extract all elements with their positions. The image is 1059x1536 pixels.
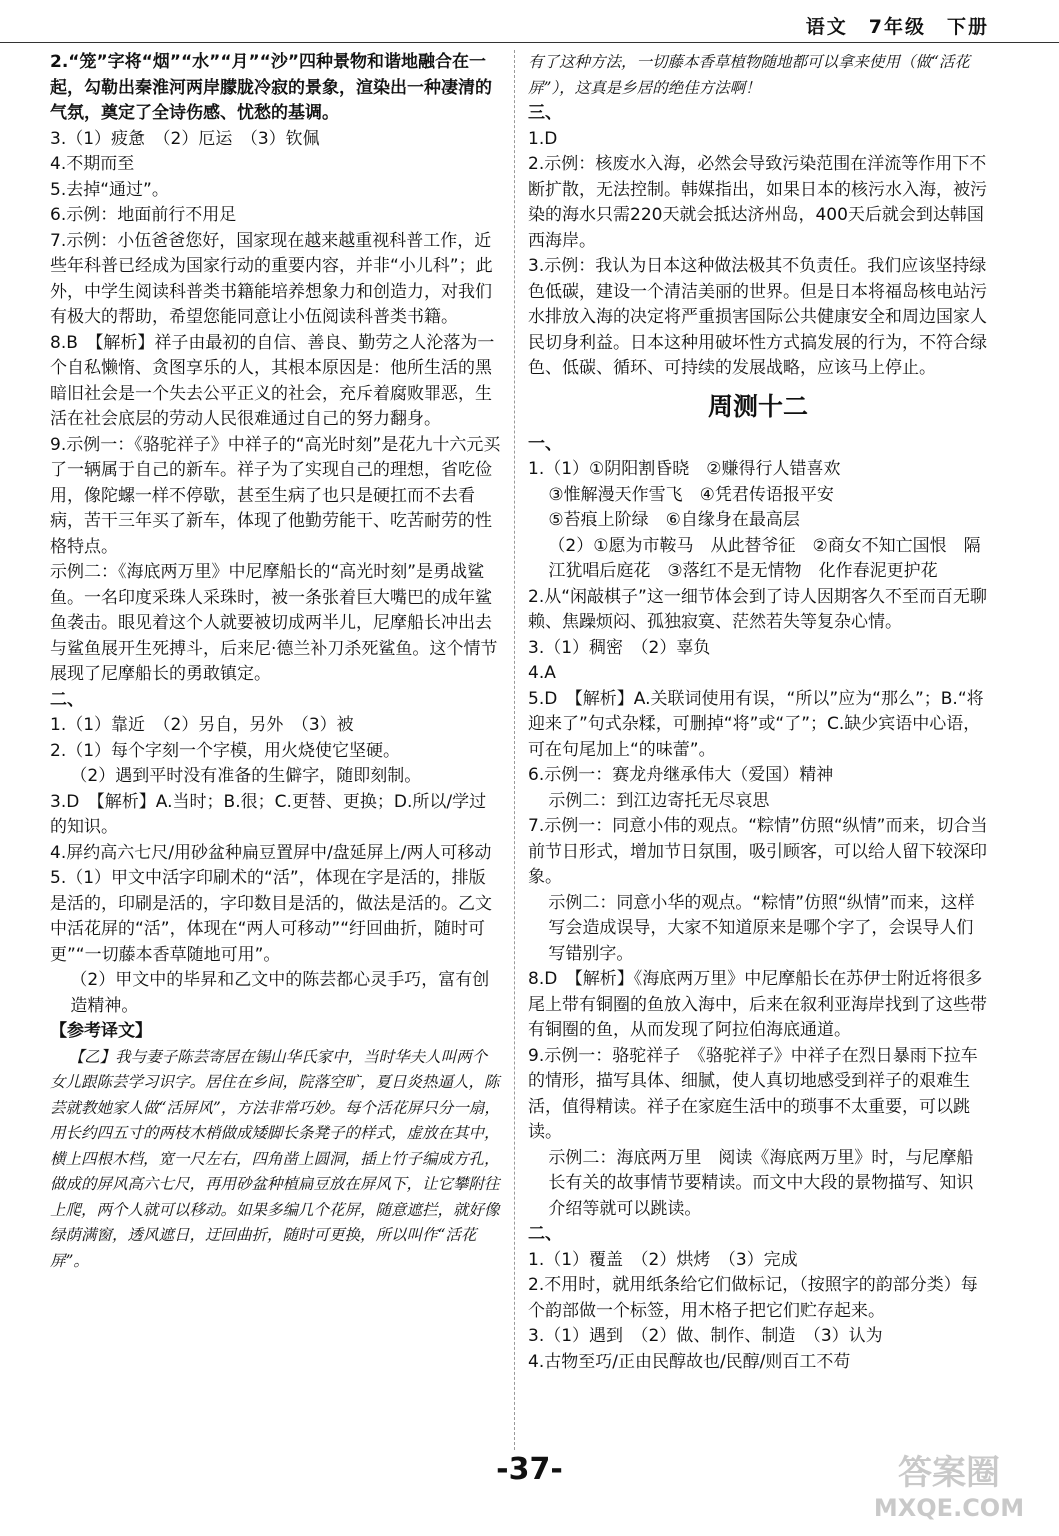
answer-l-14: 4.屏约高六七尺/用砂盆种扁豆置屏中/盘延屏上/两人可移动 <box>50 842 492 863</box>
left-column <box>50 50 502 1274</box>
answer-r-4: 3.示例：我认为日本这种做法极其不负责任。我们应该坚持绿色低碳，建设一个清洁美丽的世界。但是日本将福岛核电站污水排放入海的决定将严重损害国际公共健康安全和周边国家人民切身利益。日本这种用破坏性方式搞发展的行为，不符合绿色、低碳、循环、可持续的发展战略，应该马上停止。 <box>528 256 987 378</box>
answer-l-6: 8.B 【解析】祥子由最初的自信、善良、勤劳之人沦落为一个自私懒惰、贪图享乐的人，其根本原因是：他所生活的黑暗旧社会是一个失去公平正义的社会，充斥着腐败罪恶，生活在社会底层的劳动人民很难通过自己的努力翻身。 <box>50 332 495 429</box>
answer-r-14: 5.D 【解析】A.关联词使用有误，“所以”应为“那么”；B.“将迎来了”句式杂糅，可删掉“将”或“了”；C.缺少宾语中心语，可在句尾加上“的味蕾”。 <box>528 688 984 760</box>
answer-r-21: 示例二：海底两万里 阅读《海底两万里》时，与尼摩船长有关的故事情节要精读。而文中大段的景物描写、知识介绍等就可以跳读。 <box>548 1147 974 1219</box>
answer-r-23: 1.（1）覆盖 （2）烘烤 （3）完成 <box>528 1249 798 1270</box>
answer-r-3: 2.示例：核废水入海，必然会导致污染范围在洋流等作用下不断扩散，无法控制。韩媒指出，如果日本的核污水入海，被污染的海水只需220天就会抵达济州岛，400天后就会到达韩国西海岸。 <box>528 154 987 251</box>
watermark-logo <box>859 1446 1039 1524</box>
translation-continued: 有了这种方法，一切藤本香草植物随地都可以拿来使用（做“活花屏”），这真是乡居的绝佳方法啊！ <box>528 53 970 97</box>
answer-r-12: 3.（1）稠密 （2）辜负 <box>528 637 711 658</box>
section-heading: 一、 <box>528 433 562 454</box>
section-heading: 二、 <box>528 1224 562 1244</box>
answer-l-4: 6.示例：地面前行不用足 <box>50 205 237 225</box>
reference-translation-title: 【参考译文】 <box>50 1021 152 1041</box>
answer-r-13: 4.A <box>528 663 556 683</box>
column-divider <box>514 50 515 1450</box>
answer-l-10: 1.（1）靠近 （2）另自，另外 （3）被 <box>50 715 354 735</box>
answer-r-20: 9.示例一：骆驼祥子 《骆驼祥子》中祥子在烈日暴雨下拉车的情形，描写具体、细腻，使人真切地感受到祥子的艰难生活，值得精读。祥子在家庭生活中的琐事不太重要，可以跳读。 <box>528 1045 978 1142</box>
answer-l-7: 9.示例一：《骆驼祥子》中祥子的“高光时刻”是花九十六元买了一辆属于自己的新车。祥子为了实现自己的理想，省吃俭用，像陀螺一样不停歇，甚至生病了也只是硬扛而不去看病，苦干三年买了新车，体现了他勤劳能干、吃苦耐劳的性格特点。 <box>50 434 501 557</box>
section-heading: 三、 <box>528 103 562 123</box>
answer-l-12: （2）遇到平时没有准备的生僻字，随即刻制。 <box>70 766 422 786</box>
answer-l-2: 4.不期而至 <box>50 154 135 174</box>
answer-l-0: 2.“笼”字将“烟”“水”“月”“沙”四种景物和谐地融合在一起，勾勒出秦淮河两岸朦胧冷寂的景象，渲染出一种凄清的气氛，奠定了全诗伤感、忧愁的基调。 <box>50 52 492 123</box>
svg-text:MXQE.COM: MXQE.COM <box>873 1494 1025 1522</box>
reference-translation: 【乙】我与妻子陈芸寄居在锡山华氏家中，当时华夫人叫两个女儿跟陈芸学习识字。居住在乡间，院落空旷，夏日炎热逼人，陈芸就教她家人做“活屏风”，方法非常巧妙。每个活花屏只分一扇，用长约四五寸的两枝木梢做成矮脚长条凳子的样式，虚放在其中，横上四根木档，宽一尺左右，四角凿上圆洞，插上竹子编成方孔，做成的屏风高六七尺，再用砂盆种植扁豆放在屏风下，让它攀附往上爬，两个人就可以移动。如果多编几个花屏，随意遮拦，就好像绿荫满窗，透风遮日，迂回曲折，随时可更换，所以叫作“活花屏”。 <box>50 1047 500 1270</box>
answer-r-10: （2）①愿为市鞍马 从此替爷征 ②商女不知亡国恨 隔江犹唱后庭花 ③落红不是无情物 化作春泥更护花 <box>548 535 981 581</box>
right-column <box>528 50 988 1375</box>
page-number: -37- <box>496 1452 563 1487</box>
answer-l-13: 3.D 【解析】A.当时；B.很；C.更替、更换；D.所以/学过的知识。 <box>50 791 487 837</box>
answer-r-7: 1.（1）①阴阳割昏晓 ②赚得行人错喜欢 <box>528 459 841 479</box>
section-heading: 二、 <box>50 689 84 710</box>
answer-r-18: 示例二：同意小华的观点。“粽情”仿照“纵情”而来，这样写会造成误导，大家不知道原来是哪个字了，会误导人们写错别字。 <box>548 892 975 964</box>
answer-l-15: 5.（1）甲文中活字印刷术的“活”，体现在字是活的，排版是活的，印刷是活的，字印数目是活的，做法是活的。乙文中活花屏的“活”，体现在“两人可移动”“纡回曲折，随时可更”“一切藤本香草随地可用”。 <box>50 868 492 965</box>
answer-l-8: 示例二：《海底两万里》中尼摩船长的“高光时刻”是勇战鲨鱼。一名印度采珠人采珠时，被一条张着巨大嘴巴的成年鲨鱼袭击。眼见着这个人就要被切成两半儿，尼摩船长冲出去与鲨鱼展开生死搏斗，后来尼·德兰补刀杀死鲨鱼。这个情节展现了尼摩船长的勇敢镇定。 <box>50 562 498 684</box>
answer-l-3: 5.去掉“通过”。 <box>50 179 169 200</box>
answer-r-9: ⑤苔痕上阶绿 ⑥自缘身在最高层 <box>548 510 800 530</box>
answer-r-24: 2.不用时，就用纸条给它们做标记，（按照字的韵部分类）每个韵部做一个标签，用木格子把它们贮存起来。 <box>528 1275 978 1321</box>
answer-r-8: ③惟解漫天作雪飞 ④凭君传语报平安 <box>548 484 834 505</box>
header-rule <box>0 42 1059 43</box>
answer-r-17: 7.示例一：同意小伟的观点。“粽情”仿照“纵情”而来，切合当前节日形式，增加节日氛围，吸引顾客，可以给人留下较深印象。 <box>528 816 988 887</box>
answer-l-5: 7.示例：小伍爸爸您好，国家现在越来越重视科普工作，近些年科普已经成为国家行动的重要内容，并非“小儿科”；此外，中学生阅读科普类书籍能培养想象力和创造力，对我们有极大的帮助，希望您能同意让小伍阅读科普类书籍。 <box>50 230 493 327</box>
answer-r-15: 6.示例一：赛龙舟继承伟大（爱国）精神 <box>528 765 834 785</box>
answer-r-16: 示例二：到江边寄托无尽哀思 <box>548 790 770 811</box>
answer-l-11: 2.（1）每个字刻一个字模，用火烧使它坚硬。 <box>50 740 401 761</box>
svg-text:答案圈: 答案圈 <box>898 1453 1000 1493</box>
answer-r-19: 8.D 【解析】《海底两万里》中尼摩船长在苏伊士附近将很多尾上带有铜圈的鱼放入海中，后来在叙利亚海岸找到了这些带有铜圈的鱼，从而发现了阿拉伯海底通道。 <box>528 969 987 1040</box>
answer-r-2: 1.D <box>528 128 558 149</box>
section-title: 周测十二 <box>707 391 808 421</box>
answer-l-16: （2）甲文中的毕昇和乙文中的陈芸都心灵手巧，富有创造精神。 <box>70 970 490 1016</box>
answer-l-1: 3.（1）疲惫 （2）厄运 （3）钦佩 <box>50 128 320 149</box>
answer-r-11: 2.从“闲敲棋子”这一细节体会到了诗人因期客久不至而百无聊赖、焦躁烦闷、孤独寂寞、茫然若失等复杂心情。 <box>528 586 987 632</box>
answer-r-25: 3.（1）遇到 （2）做、制作、制造 （3）认为 <box>528 1326 883 1346</box>
page-header: 语文 7年级 下册 <box>805 16 989 38</box>
answer-r-26: 4.古物至巧/正由民醇故也/民醇/则百工不苟 <box>528 1351 851 1372</box>
